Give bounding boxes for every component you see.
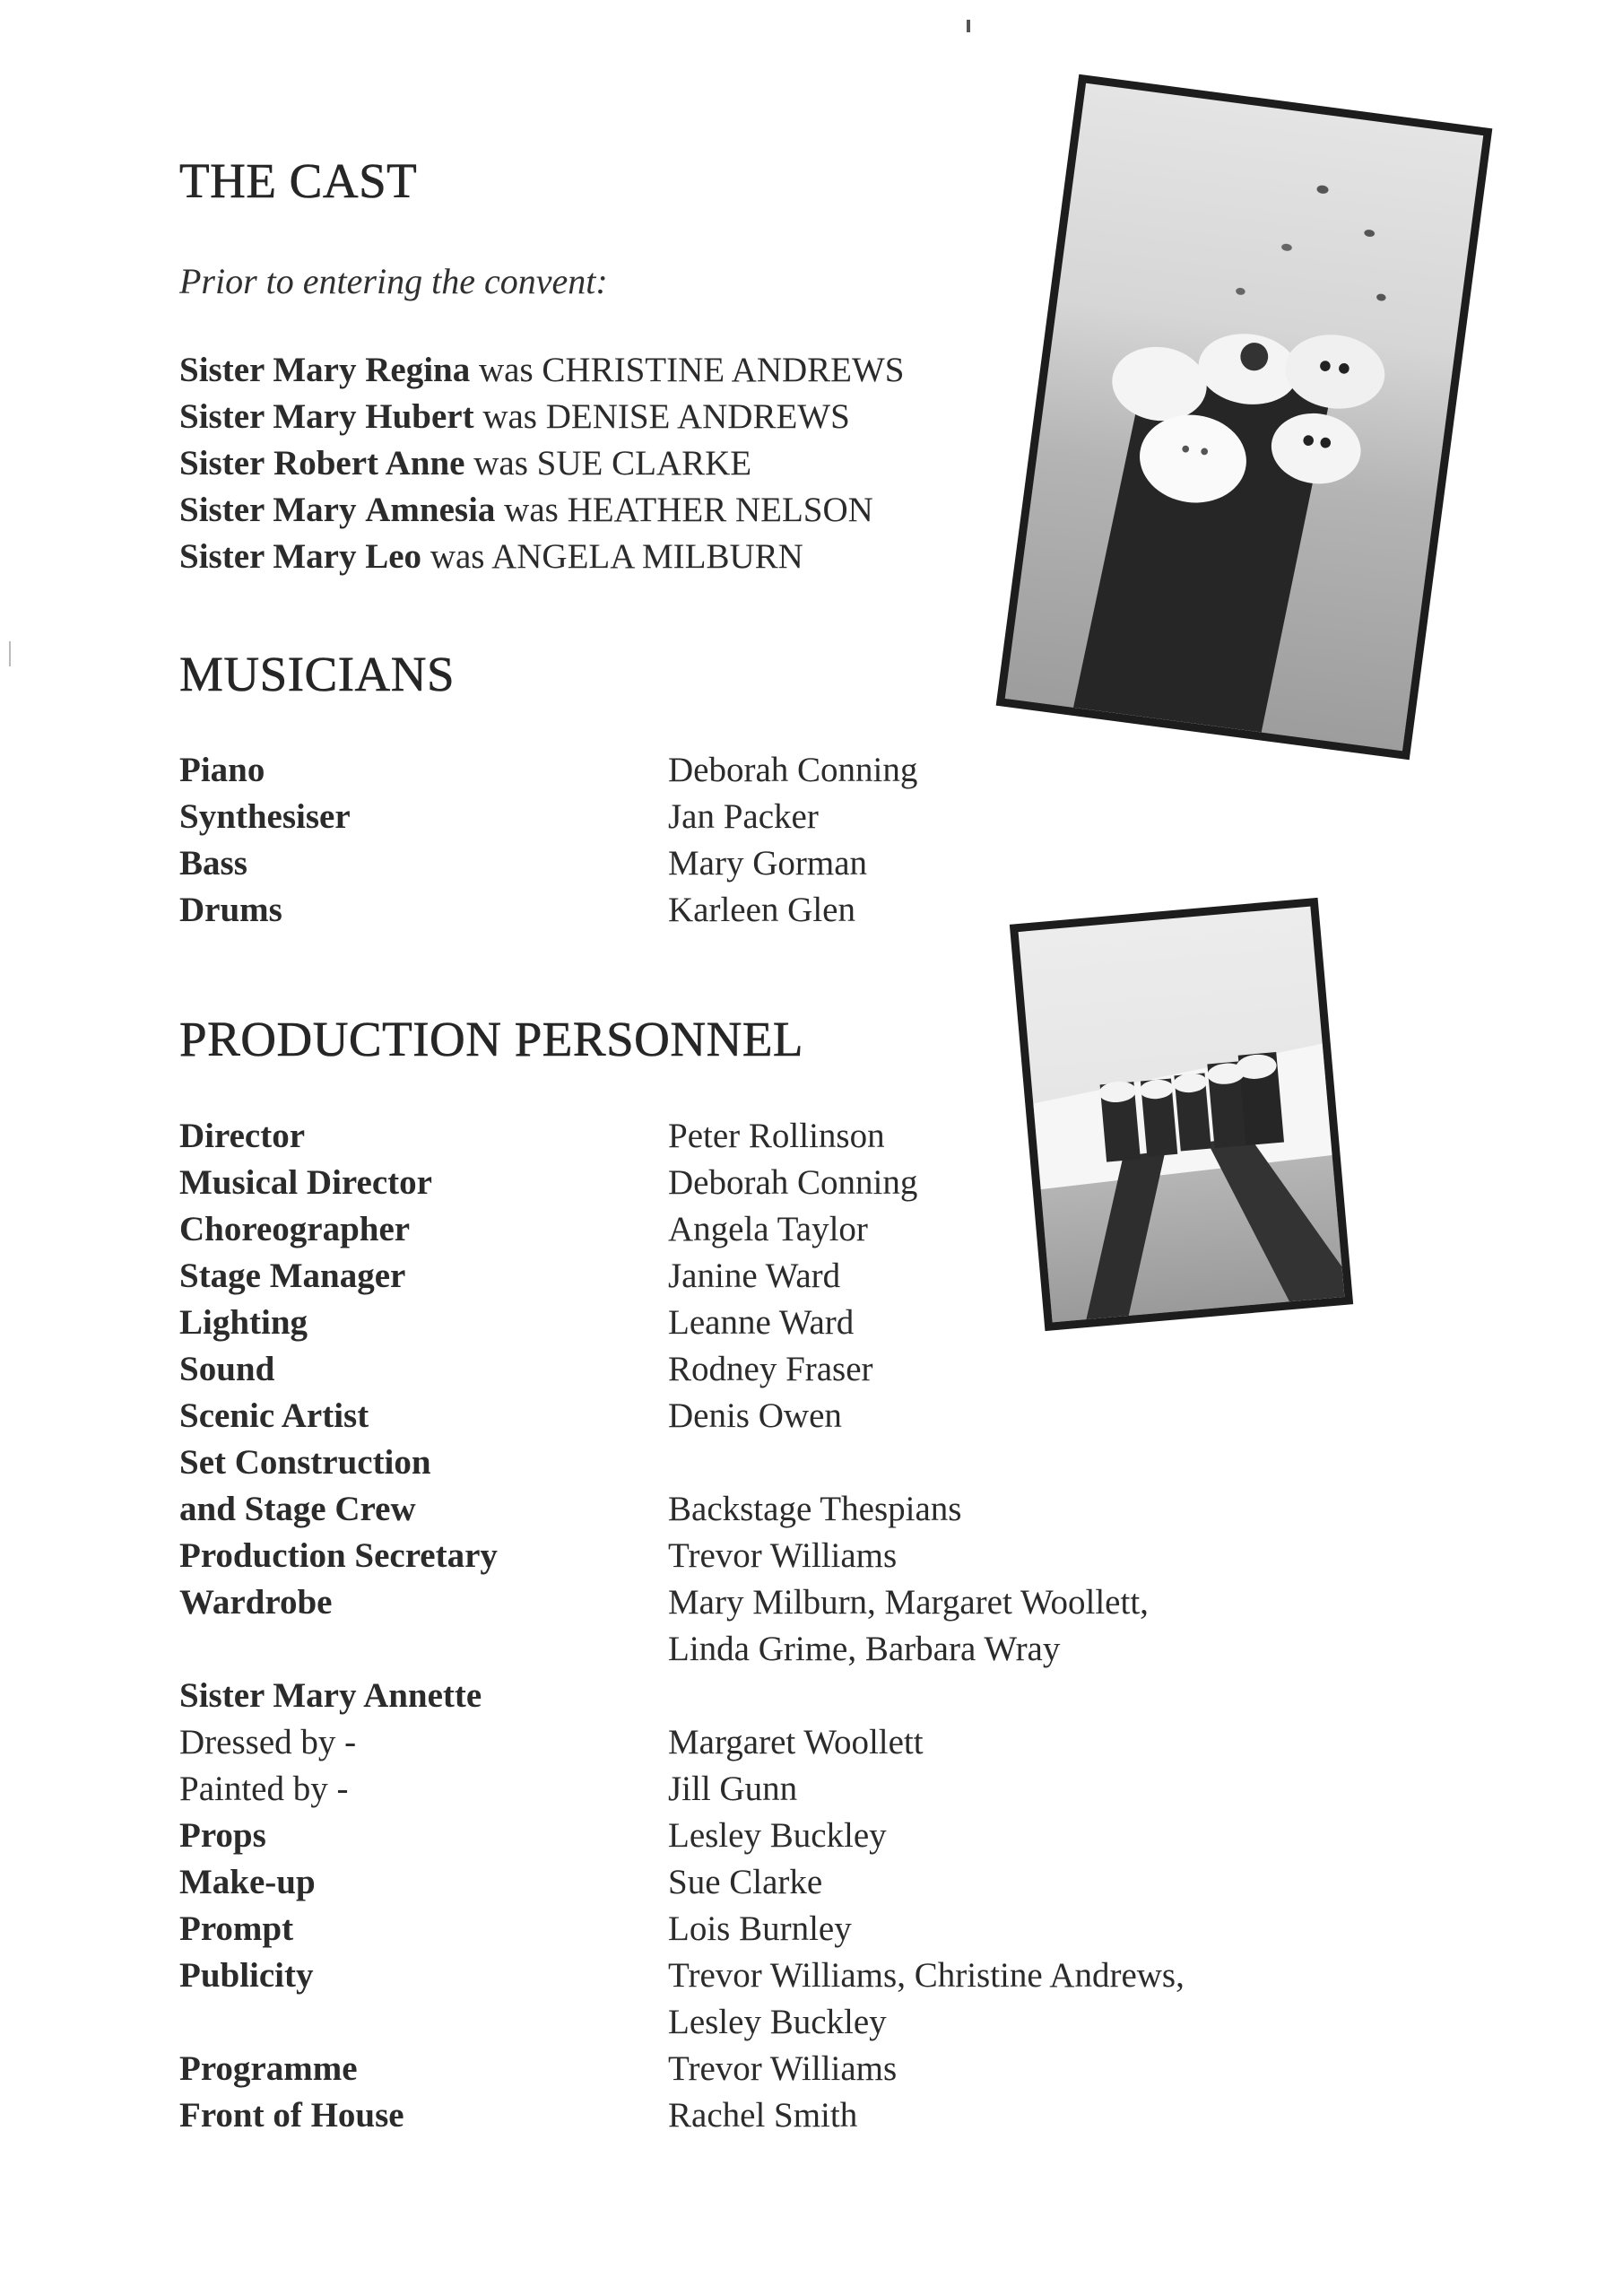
cast-actor: CHRISTINE ANDREWS bbox=[542, 351, 905, 389]
cast-role-name: Regina bbox=[365, 351, 471, 389]
shadow-strip bbox=[1073, 352, 1333, 736]
personnel-row bbox=[179, 1813, 1345, 1859]
instrument-label: Drums bbox=[179, 891, 282, 929]
personnel-row bbox=[179, 1999, 1345, 2046]
role-label: Front of House bbox=[179, 2096, 404, 2135]
personnel-row bbox=[179, 1719, 1345, 1766]
cast-actor: SUE CLARKE bbox=[536, 444, 752, 483]
musician-row bbox=[179, 794, 1345, 840]
cast-actor: ANGELA MILBURN bbox=[491, 537, 803, 576]
role-label: Choreographer bbox=[179, 1210, 411, 1248]
personnel-row bbox=[179, 2092, 1345, 2139]
personnel-row bbox=[179, 1766, 1345, 1813]
role-label: Make-up bbox=[179, 1863, 316, 1901]
cast-role-prefix: Sister Mary bbox=[179, 491, 357, 529]
personnel-row bbox=[179, 1486, 1345, 1533]
musician-name: Mary Gorman bbox=[668, 844, 868, 883]
scan-artifact bbox=[9, 641, 11, 666]
role-label: Dressed by - bbox=[179, 1723, 357, 1761]
personnel-row bbox=[179, 1906, 1345, 1952]
cast-role-name: Robert Anne bbox=[273, 444, 465, 483]
cast-member bbox=[179, 534, 803, 580]
production-heading: PRODUCTION PERSONNEL bbox=[179, 1012, 804, 1066]
personnel-row bbox=[179, 1579, 1345, 1626]
musician-name: Jan Packer bbox=[668, 797, 819, 836]
personnel-row bbox=[179, 1439, 1345, 1486]
musician-name: Deborah Conning bbox=[668, 751, 918, 789]
role-label: Programme bbox=[179, 2049, 358, 2088]
role-label: and Stage Crew bbox=[179, 1490, 416, 1528]
role-label: Production Secretary bbox=[179, 1536, 498, 1575]
role-label: Publicity bbox=[179, 1956, 314, 1995]
person-name: Jill Gunn bbox=[668, 1770, 798, 1808]
cast-member bbox=[179, 487, 873, 534]
personnel-row bbox=[179, 2046, 1345, 2092]
person-name: Trevor Williams, Christine Andrews, bbox=[668, 1956, 1185, 1995]
musicians-heading: MUSICIANS bbox=[179, 647, 456, 701]
person-name: Janine Ward bbox=[668, 1257, 841, 1295]
role-label: Prompt bbox=[179, 1909, 294, 1948]
cast-connector: was bbox=[473, 444, 528, 483]
cast-connector: was bbox=[504, 491, 559, 529]
cast-actor: DENISE ANDREWS bbox=[545, 397, 850, 436]
role-label: Wardrobe bbox=[179, 1583, 333, 1622]
person-name: Rachel Smith bbox=[668, 2096, 858, 2135]
cast-subtitle: Prior to entering the convent: bbox=[179, 261, 608, 301]
photo-nuns-on-jetty bbox=[1010, 898, 1353, 1331]
role-label: Musical Director bbox=[179, 1163, 432, 1202]
cast-role-prefix: Sister bbox=[179, 444, 265, 483]
person-name: Trevor Williams bbox=[668, 2049, 898, 2088]
person-name: Trevor Williams bbox=[668, 1536, 898, 1575]
cast-role-prefix: Sister Mary bbox=[179, 351, 357, 389]
person-name: Rodney Fraser bbox=[668, 1350, 873, 1388]
role-label: Props bbox=[179, 1816, 266, 1855]
person-name: Angela Taylor bbox=[668, 1210, 868, 1248]
role-label: Sound bbox=[179, 1350, 275, 1388]
person-name: Deborah Conning bbox=[668, 1163, 918, 1202]
instrument-label: Bass bbox=[179, 844, 247, 883]
cast-connector: was bbox=[478, 351, 534, 389]
person-name: Lesley Buckley bbox=[668, 2003, 887, 2041]
cast-role-name: Amnesia bbox=[365, 491, 496, 529]
personnel-row bbox=[179, 1673, 1345, 1719]
instrument-label: Piano bbox=[179, 751, 265, 789]
cast-connector: was bbox=[482, 397, 537, 436]
personnel-row bbox=[179, 1346, 1345, 1393]
role-label: Stage Manager bbox=[179, 1257, 406, 1295]
person-name: Denis Owen bbox=[668, 1396, 842, 1435]
role-label: Lighting bbox=[179, 1303, 308, 1342]
cast-role-prefix: Sister Mary bbox=[179, 397, 357, 436]
cast-role-prefix: Sister Mary bbox=[179, 537, 357, 576]
person-name: Lesley Buckley bbox=[668, 1816, 887, 1855]
person-name: Sue Clarke bbox=[668, 1863, 823, 1901]
cast-role-name: Hubert bbox=[365, 397, 474, 436]
musician-row bbox=[179, 747, 1345, 794]
person-name: Backstage Thespians bbox=[668, 1490, 962, 1528]
personnel-row bbox=[179, 1952, 1345, 1999]
person-name: Lois Burnley bbox=[668, 1909, 852, 1948]
instrument-label: Synthesiser bbox=[179, 797, 351, 836]
cast-role-name: Leo bbox=[365, 537, 422, 576]
personnel-row bbox=[179, 1859, 1345, 1906]
role-label: Set Construction bbox=[179, 1443, 431, 1482]
cast-member bbox=[179, 394, 850, 440]
person-name: Leanne Ward bbox=[668, 1303, 855, 1342]
personnel-row bbox=[179, 1533, 1345, 1579]
musician-name: Karleen Glen bbox=[668, 891, 855, 929]
person-name: Peter Rollinson bbox=[668, 1117, 885, 1155]
role-label: Scenic Artist bbox=[179, 1396, 369, 1435]
person-name: Linda Grime, Barbara Wray bbox=[668, 1630, 1061, 1668]
musician-row bbox=[179, 840, 1345, 887]
personnel-row bbox=[179, 1626, 1345, 1673]
role-label: Sister Mary Annette bbox=[179, 1676, 482, 1715]
cast-member bbox=[179, 440, 751, 487]
role-label: Painted by - bbox=[179, 1770, 349, 1808]
cast-member bbox=[179, 347, 904, 394]
person-name: Margaret Woollett bbox=[668, 1723, 924, 1761]
personnel-row bbox=[179, 1393, 1345, 1439]
scan-artifact bbox=[967, 20, 970, 32]
photo-nuns-on-beach bbox=[996, 74, 1493, 761]
cast-heading: THE CAST bbox=[179, 153, 418, 208]
jetty-scene bbox=[1019, 907, 1345, 1323]
person-name: Mary Milburn, Margaret Woollett, bbox=[668, 1583, 1149, 1622]
cast-actor: HEATHER NELSON bbox=[567, 491, 873, 529]
cast-connector: was bbox=[430, 537, 485, 576]
role-label: Director bbox=[179, 1117, 306, 1155]
beach-scene bbox=[1005, 83, 1484, 751]
